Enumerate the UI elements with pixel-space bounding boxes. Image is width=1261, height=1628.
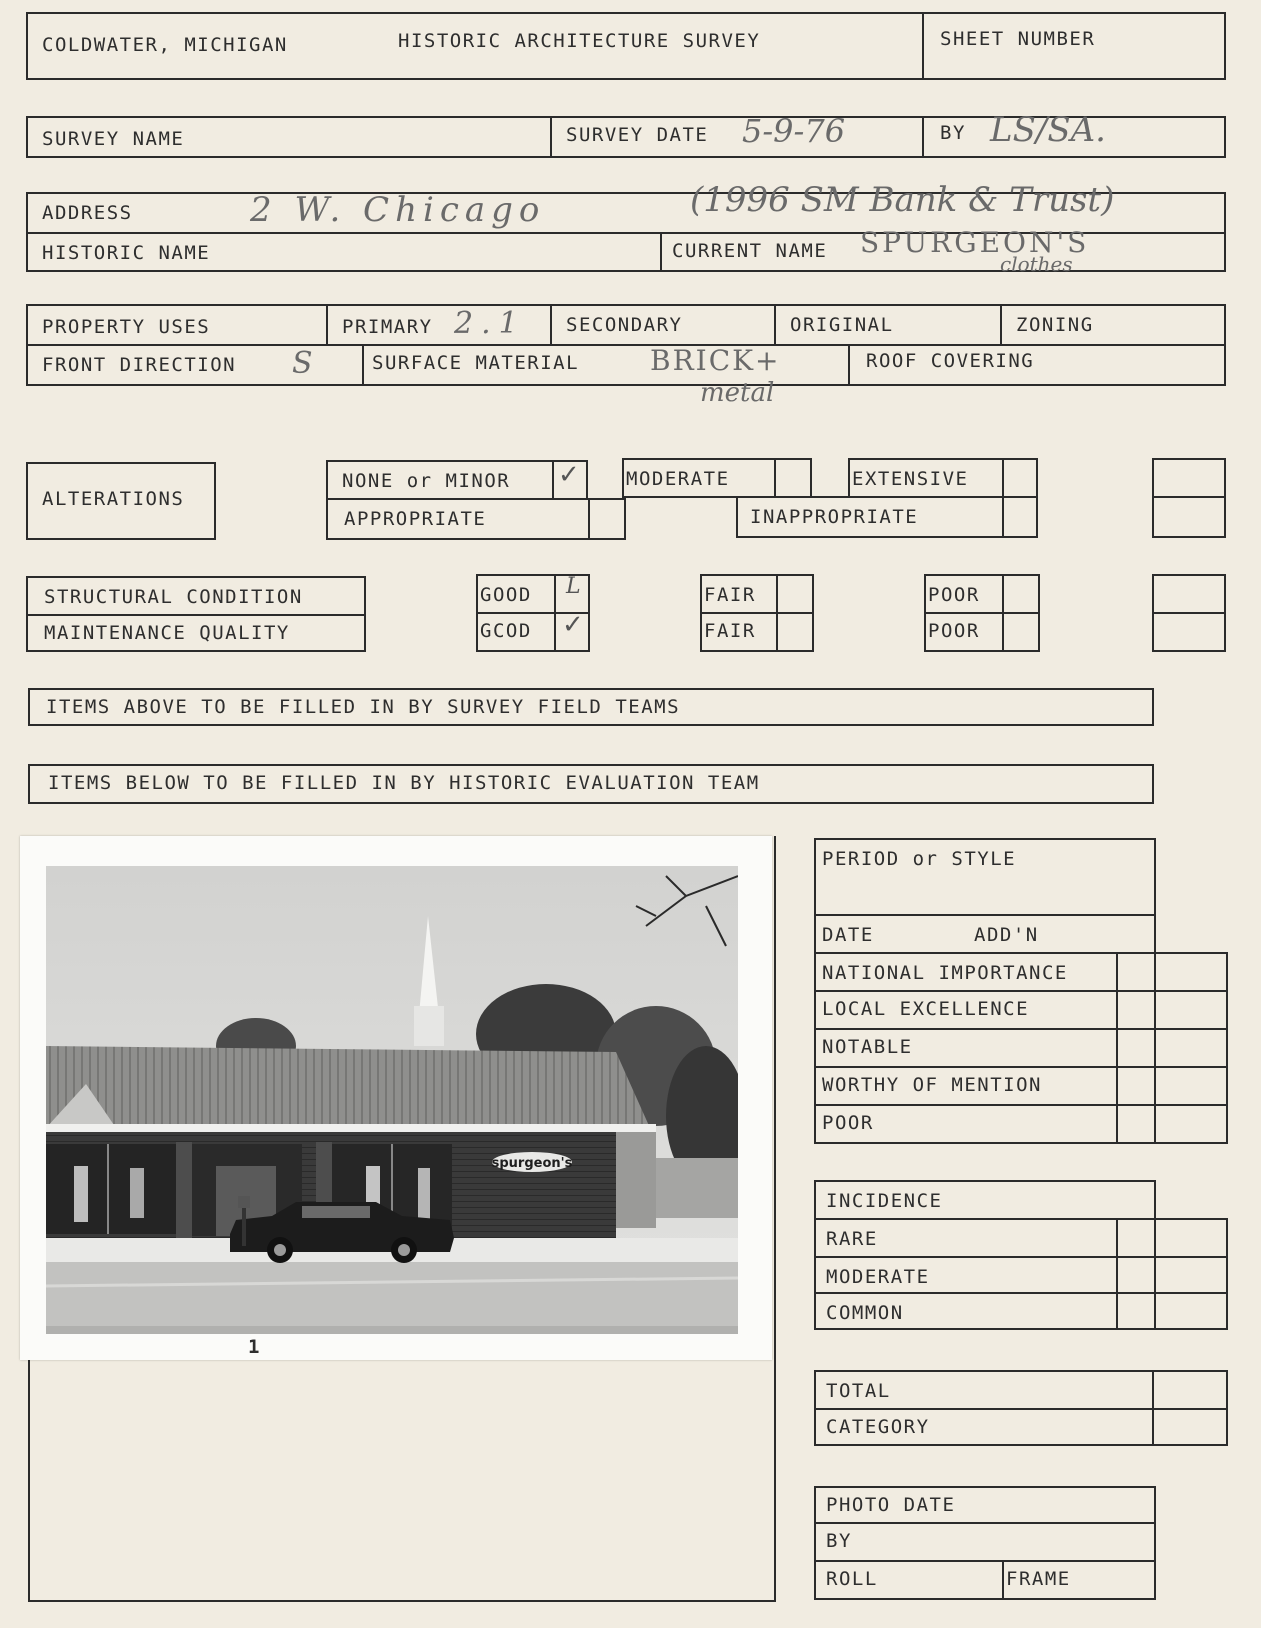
good-label-2: GCOD [480, 620, 532, 642]
address-note: (1996 SM Bank & Trust) [690, 180, 1115, 220]
eval-line-4 [814, 1028, 1226, 1030]
extensive-label: EXTENSIVE [852, 468, 969, 490]
common-label: COMMON [826, 1302, 904, 1324]
property-uses-label: PROPERTY USES [42, 316, 211, 338]
period-style-label: PERIOD or STYLE [822, 848, 1017, 870]
alterations-score-split [1152, 496, 1226, 498]
eval-line-6 [814, 1104, 1226, 1106]
property-split [26, 344, 1226, 346]
maintenance-check: ✓ [562, 610, 584, 640]
survey-name-label: SURVEY NAME [42, 128, 185, 150]
fair-label-1: FAIR [704, 584, 756, 606]
primary-value: 2.1 [454, 306, 526, 341]
by-value: LS/SA. [990, 110, 1106, 150]
frame-label: FRAME [1006, 1568, 1071, 1590]
survey-divider-1 [550, 116, 552, 158]
rare-label: RARE [826, 1228, 878, 1250]
category-label: CATEGORY [826, 1416, 930, 1438]
eval-line-1 [814, 914, 1156, 916]
structural-check: L [566, 574, 581, 599]
inappropriate-label: INAPPROPRIATE [750, 506, 919, 528]
inappropriate-check-divider [1002, 496, 1004, 538]
totals-score-col [1152, 1370, 1154, 1446]
alterations-score-box [1152, 458, 1226, 538]
eval-line-5 [814, 1066, 1226, 1068]
date-label: DATE [822, 924, 874, 946]
items-above-note: ITEMS ABOVE TO BE FILLED IN BY SURVEY FIELD TEAMS [46, 696, 681, 718]
address-label: ADDRESS [42, 202, 133, 224]
current-name-value: SPURGEON'S [860, 226, 1090, 259]
fair-label-2: FAIR [704, 620, 756, 642]
surface-divider [362, 344, 364, 386]
lower-mid-border [774, 836, 776, 1602]
none-minor-label: NONE or MINOR [342, 470, 511, 492]
inc-score-col [1116, 1218, 1118, 1330]
photo-mark: 1 [248, 1336, 261, 1358]
addn-label: ADD'N [974, 924, 1039, 946]
poor-label-1: POOR [928, 584, 980, 606]
secondary-label: SECONDARY [566, 314, 683, 336]
fair-split [700, 612, 814, 614]
photo-by-label: BY [826, 1530, 852, 1552]
roll-frame-divider [1002, 1560, 1004, 1600]
poor-label-2: POOR [928, 620, 980, 642]
building-photo [46, 866, 738, 1334]
current-name-divider [660, 232, 662, 272]
photo-info-line-2 [814, 1560, 1156, 1562]
address-value: 2 W. Chicago [250, 190, 546, 230]
local-excellence-label: LOCAL EXCELLENCE [822, 998, 1030, 1020]
primary-label: PRIMARY [342, 316, 433, 338]
inc-right-col [1226, 1218, 1228, 1330]
current-name-label: CURRENT NAME [672, 240, 828, 262]
appropriate-label: APPROPRIATE [344, 508, 487, 530]
historic-name-label: HISTORIC NAME [42, 242, 211, 264]
total-label: TOTAL [826, 1380, 891, 1402]
appropriate-check-divider [588, 498, 590, 540]
alterations-label: ALTERATIONS [42, 488, 185, 510]
current-name-note: clothes [1000, 252, 1073, 276]
by-label: BY [940, 122, 966, 144]
inc-line-3 [814, 1292, 1226, 1294]
notable-label: NOTABLE [822, 1036, 913, 1058]
fair-check-divider [776, 574, 778, 652]
good-check-divider [554, 574, 556, 652]
roll-label: ROLL [826, 1568, 878, 1590]
photo-info-line-1 [814, 1522, 1156, 1524]
moderate-check-divider [774, 458, 776, 498]
inc-line-1 [814, 1218, 1226, 1220]
original-divider [774, 304, 776, 344]
surface-material-label: SURFACE MATERIAL [372, 352, 580, 374]
survey-date-value: 5-9-76 [742, 112, 846, 150]
maintenance-quality-label: MAINTENANCE QUALITY [44, 622, 290, 644]
totals-split [814, 1408, 1228, 1410]
eval-right-col [1226, 952, 1228, 1144]
inc-line-4 [1156, 1328, 1226, 1330]
eval-bottom-extend [1156, 1142, 1226, 1144]
roof-divider [848, 344, 850, 386]
header-divider [922, 12, 924, 80]
moderate-label: MODERATE [626, 468, 730, 490]
lower-bottom-border [28, 1600, 774, 1602]
condition-score-split [1152, 612, 1226, 614]
primary-divider [326, 304, 328, 344]
poor-check-divider [1002, 574, 1004, 652]
city-label: COLDWATER, MICHIGAN [42, 34, 288, 56]
none-minor-check-divider [552, 460, 554, 500]
eval-line-3 [814, 990, 1226, 992]
worthy-of-mention-label: WORTHY OF MENTION [822, 1074, 1042, 1096]
lower-left-border [28, 1360, 30, 1600]
survey-date-label: SURVEY DATE [566, 124, 709, 146]
front-direction-value: S [292, 346, 313, 381]
structural-condition-label: STRUCTURAL CONDITION [44, 586, 303, 608]
surface-material-note: metal [700, 378, 775, 408]
sheet-number-label: SHEET NUMBER [940, 28, 1096, 50]
secondary-divider [550, 304, 552, 344]
none-minor-check: ✓ [558, 460, 580, 490]
zoning-divider [1000, 304, 1002, 344]
zoning-label: ZONING [1016, 314, 1094, 336]
photo-date-label: PHOTO DATE [826, 1494, 956, 1516]
front-direction-label: FRONT DIRECTION [42, 354, 237, 376]
surface-material-value: BRICK+ [650, 344, 781, 377]
evaluation-poor-label: POOR [822, 1112, 874, 1134]
good-label-1: GOOD [480, 584, 532, 606]
storefront-sign: spurgeon's [491, 1156, 573, 1171]
original-label: ORIGINAL [790, 314, 894, 336]
eval-score-col [1116, 952, 1118, 1144]
extensive-check-divider [1002, 458, 1004, 498]
poor-split [924, 612, 1040, 614]
form-title: HISTORIC ARCHITECTURE SURVEY [398, 30, 761, 52]
items-below-note: ITEMS BELOW TO BE FILLED IN BY HISTORIC EVALUATION TEAM [48, 772, 760, 794]
inc-line-2 [814, 1256, 1226, 1258]
eval-line-2 [814, 952, 1226, 954]
roof-covering-label: ROOF COVERING [866, 350, 1035, 372]
survey-divider-2 [922, 116, 924, 158]
national-importance-label: NATIONAL IMPORTANCE [822, 962, 1068, 984]
incidence-moderate-label: MODERATE [826, 1266, 930, 1288]
condition-split [26, 614, 366, 616]
incidence-label: INCIDENCE [826, 1190, 943, 1212]
